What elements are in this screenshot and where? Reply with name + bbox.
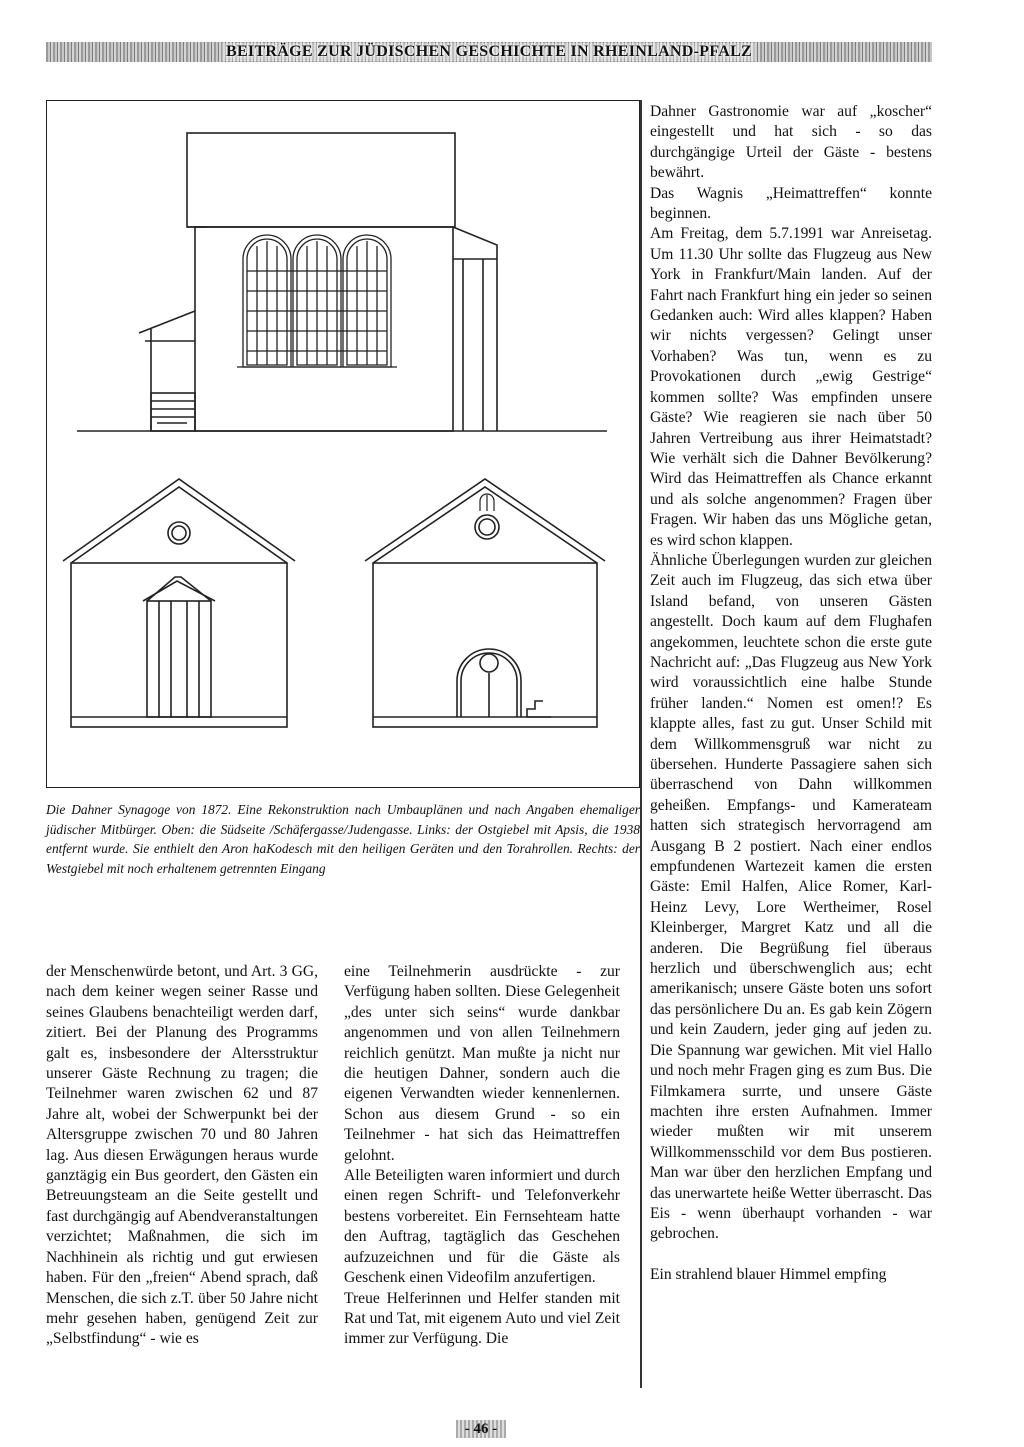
east-gable-elevation — [63, 479, 295, 727]
paragraph: eine Teilnehmerin ausdrückte - zur Verfügung haben sollten. Diese Gelegenheit „des unter sich seins“ wurde dankbar angenommen und von allen Teilnehmern reichlich genützt. Man mußte ja nicht nur die heutigen Dahner, sondern auch die eigenen Verwandten wieder kennenlernen. Schon aus diesem Grund - so ein Teilnehmer - hat sich das Heimattreffen gelohnt. — [344, 963, 620, 1164]
synagogue-elevation-drawings — [47, 101, 641, 789]
column-divider — [640, 100, 642, 1388]
paragraph: Alle Beteiligten waren informiert und durch einen regen Schrift- und Telefonverkehr bestens vorbereitet. Ein Fernsehteam hatte den Auftrag, tagtäglich das Geschehen aufzuzeichnen und für die Gäste als Geschenk einen Videofilm anzufertigen. — [344, 1167, 620, 1287]
paragraph: Am Freitag, dem 5.7.1991 war Anreisetag. Um 11.30 Uhr sollte das Flugzeug aus New York in Frankfurt/Main landen. Auf der Fahrt nach Frankfurt hing ein jeder so seinen Gedanken auch: Wird alles klappen? Haben wir nichts vergessen? Gelingt unser Vorhaben? Was tun, wenn es zu Provokationen durch „ewig Gestrige“ kommen sollte? Was empfinden unsere Gäste? Wie reagieren sie nach über 50 Jahren Vertreibung aus ihrer Heimatstadt? Wie verhält sich die Dahner Bevölkerung? Wird das Heimattreffen als Chance erkannt und als solche angenommen? Fragen über Fragen. Wir haben das uns Mögliche getan, es wird schon klappen. — [650, 225, 932, 549]
figure-caption: Die Dahner Synagoge von 1872. Eine Rekonstruktion nach Umbauplänen und nach Angaben ehemaliger jüdischer Mitbürger. Oben: die Südseite /Schäfergasse/Judengasse. Links: der Ostgiebel mit Apsis, die 1938 entfernt wurde. Sie enthielt den Aron haKodesch mit den heiligen Geräten und den Torahrollen. Rechts: der Westgiebel mit noch erhaltenem getrennten Eingang — [46, 802, 640, 876]
west-gable-elevation — [365, 479, 605, 727]
paragraph: Das Wagnis „Heimattreffen“ konnte beginnen. — [650, 184, 932, 223]
text-column-1 — [46, 962, 318, 1350]
paragraph: Ein strahlend blauer Himmel empfing — [650, 1265, 887, 1283]
paragraph: der Menschenwürde betont, und Art. 3 GG, nach dem keiner wegen seiner Rasse und seines Glaubens benachteiligt werden darf, zitiert. Bei der Planung des Programms galt es, insbesondere der Altersstruktur unserer Gäste Rechnung zu tragen; die Teilnehmer waren zwischen 62 und 87 Jahre alt, wobei der Schwerpunkt bei der Altersgruppe zwischen 70 und 80 Jahren lag. Aus diesen Erwägungen heraus wurde ganztägig ein Bus geordert, den Gästen ein Betreuungsteam an die Seite gestellt und fast durchgängig auf Abendveranstaltungen verzichtet; Maßnahmen, die sich im Nachhinein als richtig und gut erwiesen haben. Für den „freien“ Abend sprach, daß Menschen, die sich z.T. über 50 Jahre nicht mehr gesehen haben, genügend Zeit zur „Selbstfindung“ - wie es — [46, 963, 318, 1348]
paragraph: Ähnliche Überlegungen wurden zur gleichen Zeit auch im Flugzeug, das sich etwa über Island befand, von unseren Gästen angestellt. Doch kaum auf dem Flughafen angekommen, leuchtete schon die erste gute Nachricht auf: „Das Flugzeug aus New York wird voraussichtlich eine halbe Stunde früher landen.“ Nomen est omen!? Es klappte alles, fast zu gut. Unser Schild mit dem Willkommensgruß war nicht zu übersehen. Hunderte Passagiere sahen sich überraschend von Dahn willkommen geheißen. Empfangs- und Kamerateam hatten sich strategisch hervorragend am Ausgang B 2 postiert. Nach einer endlos empfundenen Wartezeit kamen die ersten Gäste: Emil Halfen, Alice Romer, Karl-Heinz Levy, Lore Wertheimer, Rosel Kleinberger, Margret Katz und all die anderen. Die Begrüßung fiel überaus herzlich und überschwenglich aus; echt amerikanisch; unsere Gäste boten uns sofort das persönlichere Du an. Es gab kein Zögern und kein Zaudern, jeder ging auf jeden zu. Die Spannung war gewichen. Mit viel Hallo und noch mehr Fragen ging es zum Bus. Die Filmkamera surrte, und unsere Gäste machten ihre ersten Aufnahmen. Immer wieder mußten wir mit unserem Willkommensschild vor dem Bus postieren. Man war über den herzlichen Empfang und das unerwartete heiße Wetter überrascht. Das Eis - wenn überhaupt vorhanden - war gebrochen. — [650, 551, 932, 1243]
synagogue-drawing-figure — [46, 100, 640, 788]
text-column-3 — [650, 102, 932, 1285]
page-header — [46, 42, 932, 62]
paragraph: Dahner Gastronomie war auf „koscher“ eingestellt und hat sich - so das durchgängige Urteil der Gäste - bestens bewährt. — [650, 103, 932, 182]
paragraph: Treue Helferinnen und Helfer standen mit Rat und Tat, mit eigenem Auto und viel Zeit immer zur Verfügung. Die — [344, 1289, 620, 1348]
paragraph-gap — [650, 1245, 932, 1265]
header-title: BEITRÄGE ZUR JÜDISCHEN GESCHICHTE IN RHEINLAND-PFALZ — [222, 43, 756, 61]
south-elevation — [77, 133, 607, 431]
text-column-2 — [344, 962, 620, 1350]
page-number: - 46 - — [456, 1420, 506, 1438]
